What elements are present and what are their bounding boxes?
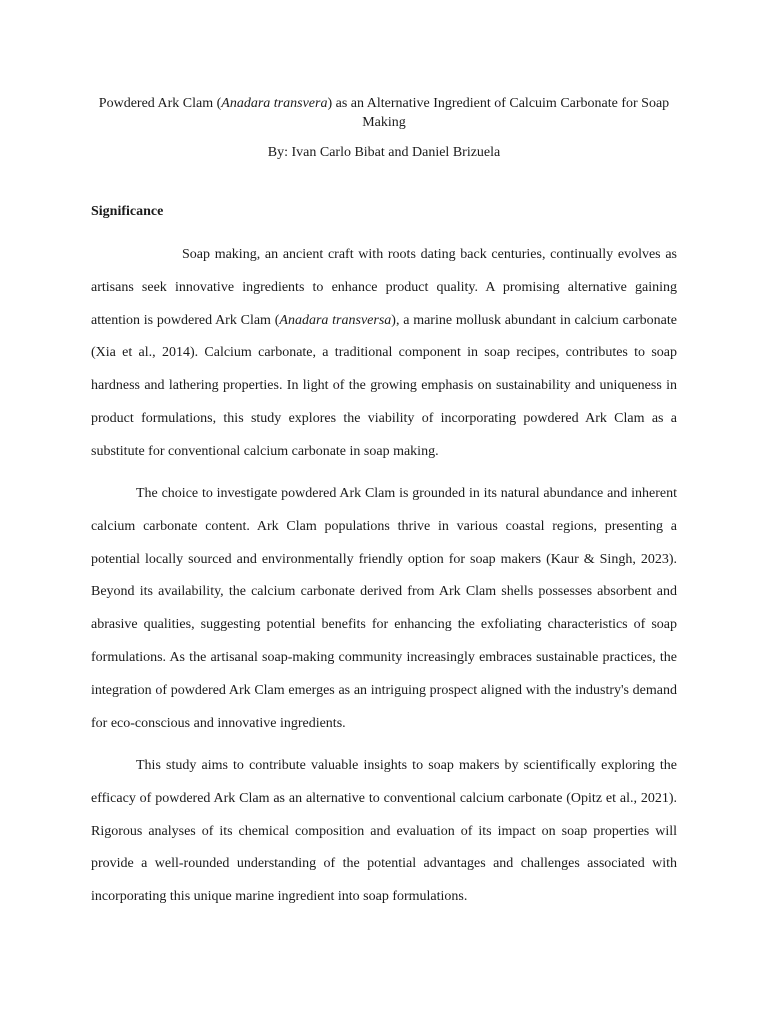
paragraph-1-before-species: Soap making, an ancient craft with roots dating back centuries, continually evolves as artisans seek innovative ingredients to enhance product quality. A promising alternative gaining attention is powdered Ark Clam (	[91, 247, 677, 328]
document-title	[80, 94, 688, 132]
paragraph-3: This study aims to contribute valuable insights to soap makers by scientifically exploring the efficacy of powdered Ark Clam as an alternative to conventional calcium carbonate (Opitz et al., 2021). Rigorous analyses of its chemical composition and evaluation of its impact on soap properties will provide a well-rounded understanding of the potential advantages and challenges associated with incorporating this unique marine ingredient into soap formulations.	[91, 758, 677, 905]
title-part2: ) as an Alternative Ingredient of Calcuim Carbonate for Soap Making	[327, 96, 670, 130]
section-heading-significance: Significance	[91, 204, 164, 219]
paragraph-1-species-name: Anadara transversa	[279, 312, 392, 328]
paragraph-1-after-species: ), a marine mollusk abundant in calcium carbonate (Xia et al., 2014). Calcium carbonate, a traditional component in soap recipes, contributes to soap hardness and lathering properties. In light of the growing emphasis on sustainability and uniqueness in product formulations, this study explores the viability of incorporating powdered Ark Clam as a substitute for conventional calcium carbonate in soap making.	[91, 312, 677, 459]
title-species-name: Anadara transvera	[221, 96, 328, 111]
paragraph-2: The choice to investigate powdered Ark Clam is grounded in its natural abundance and inherent calcium carbonate content. Ark Clam populations thrive in various coastal regions, presenting a potential locally sourced and environmentally friendly option for soap makers (Kaur & Singh, 2023). Beyond its availability, the calcium carbonate derived from Ark Clam shells possesses absorbent and abrasive qualities, suggesting potential benefits for enhancing the exfoliating characteristics of soap formulations. As the artisanal soap-making community increasingly embraces sustainable practices, the integration of powdered Ark Clam emerges as an intriguing prospect aligned with the industry's demand for eco-conscious and innovative ingredients.	[91, 486, 677, 731]
document-authors: By: Ivan Carlo Bibat and Daniel Brizuela	[267, 145, 501, 160]
paragraph-1	[91, 239, 677, 469]
title-part1: Powdered Ark Clam (	[98, 96, 222, 111]
